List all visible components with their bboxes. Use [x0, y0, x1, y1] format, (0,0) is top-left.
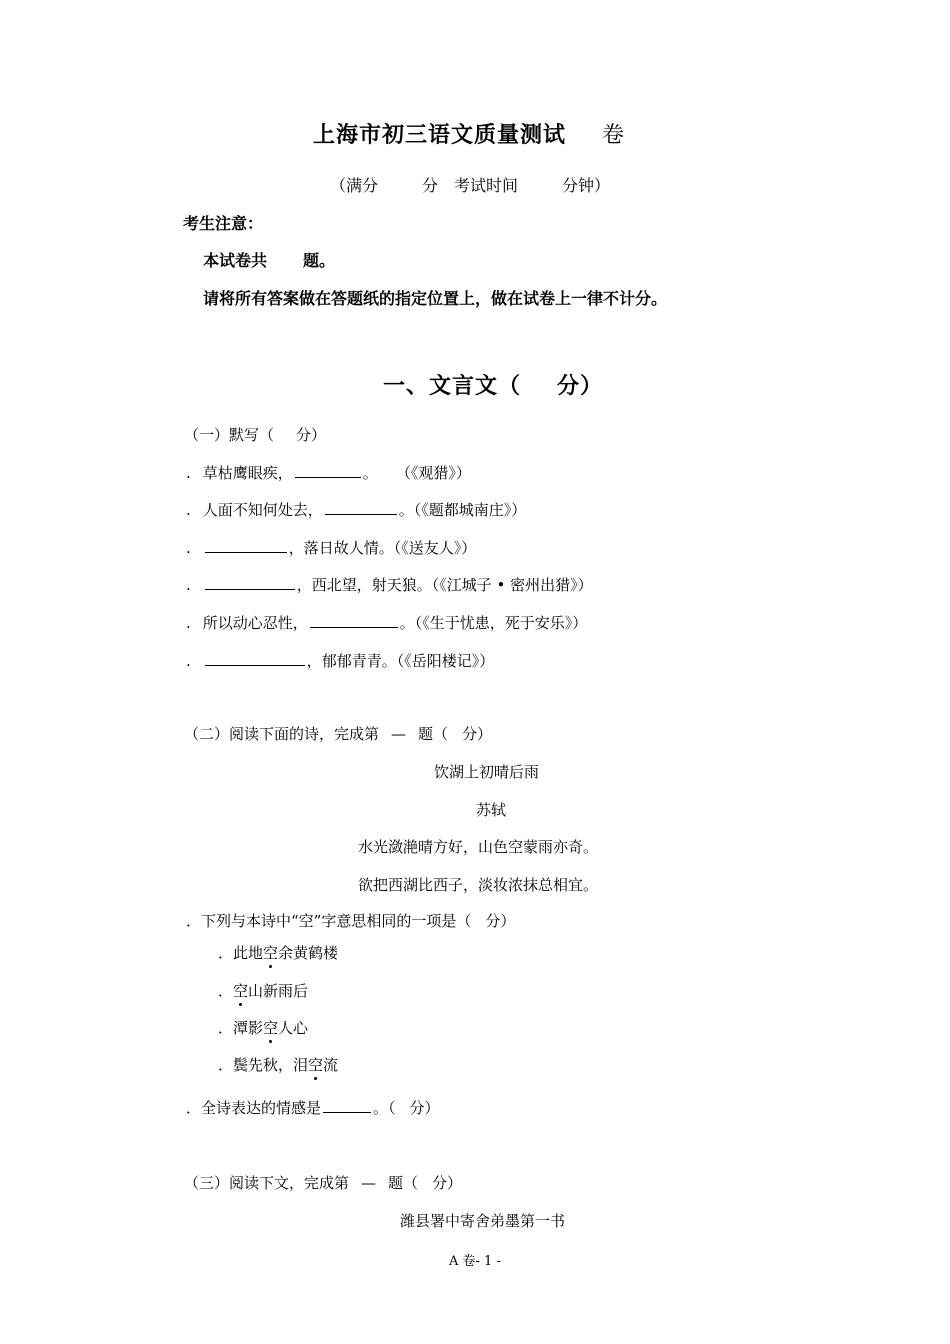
option-d[interactable]	[218, 1054, 338, 1075]
option-text: 流	[323, 1056, 339, 1074]
poem-line-2: 欲把西湖比西子，淡妆浓抹总相宜。	[358, 876, 599, 894]
question-number: .	[186, 576, 191, 594]
option-text: 潭影	[233, 1019, 264, 1037]
question-2	[186, 499, 526, 520]
answer-blank	[205, 537, 287, 553]
question-text: ．全诗表达的情感是	[186, 1099, 322, 1117]
notice-heading: 考生注意：	[183, 214, 264, 233]
answer-blank	[325, 499, 397, 515]
option-text: 余黄鹤楼	[278, 944, 339, 962]
subtitle-minutes: 分钟）	[562, 176, 611, 195]
question-number: .	[186, 614, 191, 632]
question-number: .	[186, 464, 191, 482]
page-number: A 卷- 1 -	[449, 1254, 501, 1269]
part2-heading-score: 分）	[462, 725, 493, 743]
subtitle-score-unit: 分	[422, 176, 439, 195]
emphasis-char: 空	[233, 982, 249, 1000]
question-text: ，落日故人情。（《送友人》）	[288, 539, 477, 557]
page-title-text: 上海市初三语文质量测试	[313, 123, 567, 148]
option-number: ．	[218, 982, 234, 1000]
question-text: 。（《题都城南庄》）	[398, 501, 527, 519]
question-number: .	[186, 652, 191, 670]
question-1	[186, 462, 471, 483]
part1-heading-text: （一）默写（	[184, 426, 275, 444]
page-title	[313, 118, 625, 149]
option-text: 此地	[233, 944, 264, 962]
option-c[interactable]	[218, 1017, 308, 1038]
question-3	[186, 537, 476, 558]
poem-line-1: 水光潋滟晴方好，山色空蒙雨亦奇。	[358, 838, 599, 856]
option-text: 山新雨后	[248, 982, 309, 1000]
question-text: ．下列与本诗中“空”字意思相同的一项是（	[186, 912, 472, 930]
question-text: ，郁郁青青。（《岳阳楼记》）	[306, 652, 495, 670]
part3-heading-dash: —	[361, 1174, 377, 1192]
question-number: .	[186, 501, 191, 519]
answer-blank	[323, 1097, 371, 1113]
subtitle-time: 考试时间	[454, 176, 519, 195]
question-score: 分）	[409, 1099, 440, 1117]
question-source: （《观猎》）	[395, 464, 471, 482]
part3-heading-text: （三）阅读下文，完成第	[184, 1174, 350, 1192]
part2-heading	[184, 723, 492, 744]
answer-blank	[205, 650, 305, 666]
question-6	[186, 650, 494, 671]
emphasis-char: 空	[308, 1056, 324, 1074]
question-text: 人面不知何处去，	[202, 501, 323, 519]
question-text: 草枯鹰眼疾，	[202, 464, 293, 482]
question-text: ，西北望，射天狼。（《江城子 • 密州出猎》）	[296, 576, 593, 594]
subtitle-full-score: （满分	[330, 176, 379, 195]
section-heading-text: 一、文言文（	[383, 374, 522, 399]
question-5	[186, 612, 587, 633]
question-8	[186, 1097, 440, 1118]
option-b[interactable]	[218, 980, 308, 1001]
emphasis-char: 空	[263, 1019, 279, 1037]
section-heading-score: 分）	[557, 374, 604, 399]
question-number: .	[186, 539, 191, 557]
text-title: 潍县署中寄舍弟墨第一书	[400, 1212, 566, 1230]
answer-blank	[295, 462, 361, 478]
question-text: 。（《生于忧患，死于安乐》）	[399, 614, 588, 632]
part3-heading	[184, 1172, 462, 1193]
part3-heading-score: 分）	[432, 1174, 463, 1192]
question-text: 所以动心忍性，	[202, 614, 308, 632]
page-subtitle	[330, 173, 610, 196]
poem-title: 饮湖上初晴后雨	[434, 763, 540, 781]
notice-question-count: 本试卷共	[203, 251, 268, 270]
part3-heading-question: 题（	[388, 1174, 419, 1192]
section-heading	[383, 369, 603, 400]
question-text: 。（	[373, 1099, 396, 1117]
poem-author: 苏轼	[476, 801, 507, 819]
question-7	[186, 910, 515, 931]
question-4	[186, 574, 593, 595]
emphasis-char: 空	[263, 944, 279, 962]
question-score: 分）	[485, 912, 516, 930]
notice-question-unit: 题。	[303, 251, 336, 270]
part1-heading	[184, 424, 326, 445]
option-number: ．	[218, 1019, 234, 1037]
part2-heading-dash: —	[391, 725, 407, 743]
page-title-suffix: 卷	[602, 123, 626, 148]
answer-blank	[205, 574, 295, 590]
answer-blank	[310, 612, 398, 628]
option-number: ．	[218, 944, 234, 962]
part1-heading-score: 分）	[296, 426, 327, 444]
option-text: 鬓先秋，泪	[233, 1056, 309, 1074]
notice-line-1	[203, 248, 335, 271]
part2-heading-text: （二）阅读下面的诗，完成第	[184, 725, 380, 743]
option-number: ．	[218, 1056, 234, 1074]
option-a[interactable]	[218, 942, 338, 963]
notice-line-2: 请将所有答案做在答题纸的指定位置上，做在试卷上一律不计分。	[203, 289, 668, 308]
question-text: 。	[362, 464, 378, 482]
part2-heading-question: 题（	[418, 725, 449, 743]
option-text: 人心	[278, 1019, 309, 1037]
